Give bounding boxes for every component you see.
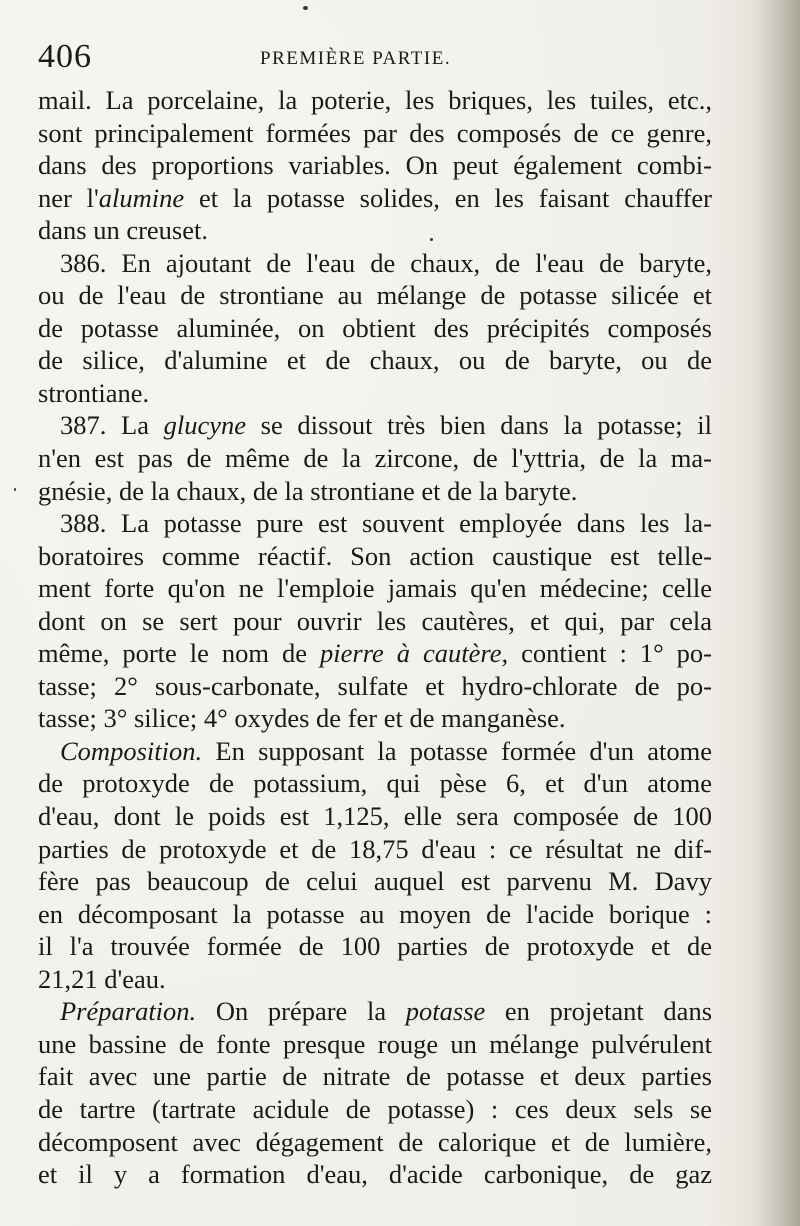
text-line: ou de l'eau de strontiane au mélange de potasse silicée et (38, 280, 712, 311)
text-line: fait avec une partie de nitrate de potasse et deux parties (38, 1061, 712, 1092)
text-line (38, 637, 712, 670)
text-line: de protoxyde de potassium, qui pèse 6, et d'un atome (38, 768, 712, 799)
text-run: et la potasse solides, en les faisant chauffer (184, 182, 712, 213)
text-line: strontiane. (38, 377, 150, 408)
text-line: d'eau, dont le poids est 1,125, elle sera composée de 100 (38, 801, 712, 832)
italic-term: potasse (405, 996, 486, 1027)
text-line (38, 409, 712, 442)
text-line: fère pas beaucoup de celui auquel est parvenu M. Davy (38, 866, 712, 897)
text-line: tasse; 2° sous-carbonate, sulfate et hydro-chlorate de po- (38, 670, 712, 701)
text-run: en projetant dans (485, 996, 713, 1027)
text-line: en décomposant la potasse au moyen de l'acide borique : (38, 898, 712, 929)
text-line: n'en est pas de même de la zircone, de l'yttria, de la ma- (38, 443, 712, 474)
text-run: même, porte le nom de (38, 638, 321, 669)
text-line: mail. La porcelaine, la poterie, les briques, les tuiles, etc., (38, 85, 712, 115)
text-line: de silice, d'alumine et de chaux, ou de baryte, ou de (38, 345, 712, 376)
text-line: il l'a trouvée formée de 100 parties de protoxyde et de (38, 931, 712, 962)
text-run: contient : 1° po- (508, 638, 712, 669)
italic-term: glucyne (163, 410, 247, 441)
text-run: On prépare la (196, 996, 406, 1027)
text-line: dans des proportions variables. On peut également combi- (38, 150, 712, 181)
ink-speck (14, 488, 16, 491)
text-line: tasse; 3° silice; 4° oxydes de fer et de manganèse. (38, 703, 566, 734)
section-heading: Composition. (60, 735, 203, 766)
text-line (38, 735, 712, 768)
text-run: En supposant la potasse formée d'un atome (202, 735, 712, 766)
text-run: ner l' (38, 182, 99, 213)
page-header (38, 38, 710, 88)
text-line: ment forte qu'on ne l'emploie jamais qu'en médecine; celle (38, 573, 712, 604)
text-line: décomposent avec dégagement de calorique et de lumière, (38, 1126, 712, 1157)
text-line (38, 182, 712, 215)
text-run: 387. La (60, 410, 164, 441)
text-line (38, 995, 712, 1028)
text-line: dans un creuset. (38, 215, 208, 246)
text-line: 21,21 d'eau. (38, 963, 166, 994)
page-gutter-shadow (752, 0, 800, 1226)
section-heading: Préparation. (60, 996, 197, 1027)
text-line: dont on se sert pour ouvrir les cautères, et qui, par cela (38, 605, 712, 636)
text-run: se dissout très bien dans la potasse; il (246, 410, 712, 441)
text-line: une bassine de fonte presque rouge un mélange pulvérulent (38, 1028, 712, 1059)
body-text (38, 84, 712, 1191)
text-line: de potasse aluminée, on obtient des précipités composés (38, 312, 712, 343)
italic-term: pierre à cautère, (320, 638, 509, 669)
running-head: PREMIÈRE PARTIE. (260, 48, 452, 69)
text-line: 388. La potasse pure est souvent employée dans les la- (60, 508, 712, 539)
text-line: gnésie, de la chaux, de la strontiane et de la baryte. (38, 475, 578, 506)
text-line: de tartre (tartrate acidule de potasse) : ces deux sels se (38, 1093, 712, 1124)
text-line: et il y a formation d'eau, d'acide carbonique, de gaz (38, 1159, 712, 1190)
ink-speck (430, 238, 433, 241)
text-line: parties de protoxyde et de 18,75 d'eau : ce résultat ne dif- (38, 833, 712, 864)
text-line: sont principalement formées par des composés de ce genre, (38, 117, 712, 148)
italic-term: alumine (98, 182, 185, 213)
text-line: 386. En ajoutant de l'eau de chaux, de l'eau de baryte, (60, 247, 712, 278)
ink-speck (303, 6, 308, 10)
text-line: boratoires comme réactif. Son action caustique est telle- (38, 540, 712, 571)
page-number: 406 (38, 38, 92, 75)
